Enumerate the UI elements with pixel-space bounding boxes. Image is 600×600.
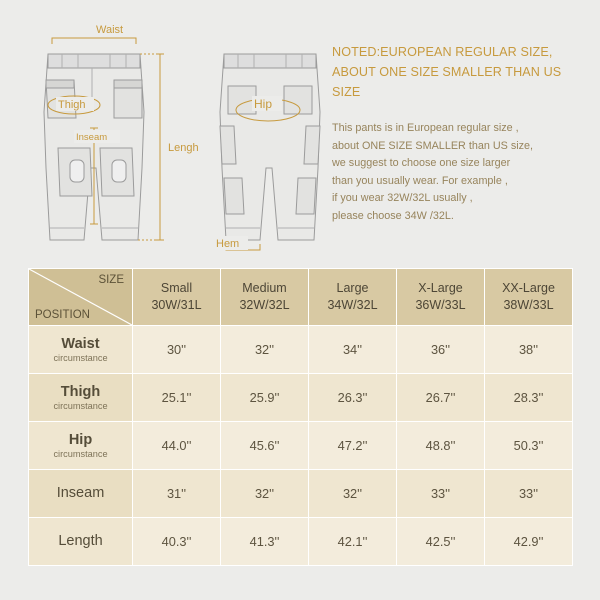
cell-inseam-xlarge: 33'' (397, 470, 485, 518)
note-line: This pants is in European regular size , (332, 122, 519, 134)
cell-length-xxlarge: 42.9'' (485, 518, 573, 566)
column-header-small (133, 269, 221, 326)
table-row (29, 422, 573, 470)
note-body (332, 120, 582, 225)
column-size-name: Small (160, 281, 193, 295)
cell-waist-medium: 32'' (221, 326, 309, 374)
row-label-thigh (29, 374, 133, 422)
cell-waist-xxlarge: 38'' (485, 326, 573, 374)
cell-length-small: 40.3'' (133, 518, 221, 566)
pants-diagram (18, 18, 328, 254)
cell-inseam-large: 32'' (309, 470, 397, 518)
cell-inseam-medium: 32'' (221, 470, 309, 518)
row-subtitle: circumstance (53, 352, 108, 363)
label-waist: Waist (96, 24, 124, 36)
row-name: Thigh (60, 383, 101, 400)
cell-hip-large: 47.2'' (309, 422, 397, 470)
note-line: if you wear 32W/32L usually , (332, 192, 473, 204)
column-header-medium (221, 269, 309, 326)
cell-length-large: 42.1'' (309, 518, 397, 566)
table-row (29, 326, 573, 374)
column-size-name: XX-Large (502, 281, 555, 295)
illustration-area (0, 0, 600, 268)
note-line: please choose 34W /32L. (332, 209, 454, 222)
corner-size-label: SIZE (98, 274, 124, 286)
column-size-waist: 32W/32L (239, 298, 290, 312)
note-title: NOTED:EUROPEAN REGULAR SIZE, ABOUT ONE SIZE SMALLER THAN US SIZE (332, 45, 562, 99)
cell-thigh-medium: 25.9'' (221, 374, 309, 422)
row-label-waist (29, 326, 133, 374)
row-name: Inseam (56, 485, 105, 501)
column-header-xxlarge (485, 269, 573, 326)
label-thigh: Thigh (58, 99, 86, 111)
cell-thigh-xlarge: 26.7'' (397, 374, 485, 422)
label-hip: Hip (254, 97, 273, 111)
cell-waist-xlarge: 36'' (397, 326, 485, 374)
note-line: about ONE SIZE SMALLER than US size, (332, 139, 534, 152)
column-size-waist: 34W/32L (327, 298, 378, 312)
row-subtitle: circumstance (53, 400, 108, 411)
row-label-inseam (29, 470, 133, 518)
row-subtitle: circumstance (53, 448, 108, 459)
column-size-name: X-Large (418, 281, 463, 295)
corner-position-label: POSITION (35, 309, 90, 321)
corner-cell (29, 269, 133, 326)
cell-thigh-large: 26.3'' (309, 374, 397, 422)
cell-thigh-small: 25.1'' (133, 374, 221, 422)
cell-inseam-small: 31'' (133, 470, 221, 518)
table-row (29, 470, 573, 518)
cell-hip-small: 44.0'' (133, 422, 221, 470)
row-label-hip (29, 422, 133, 470)
cell-waist-small: 30'' (133, 326, 221, 374)
row-label-length (29, 518, 133, 566)
cell-hip-xlarge: 48.8'' (397, 422, 485, 470)
label-hem: Hem (216, 238, 240, 250)
size-table-wrapper (28, 268, 572, 566)
label-inseam: Inseam (76, 132, 108, 143)
row-name: Waist (61, 335, 100, 352)
table-row (29, 518, 573, 566)
cell-thigh-xxlarge: 28.3'' (485, 374, 573, 422)
column-size-waist: 38W/33L (503, 298, 554, 312)
note-block (332, 42, 582, 225)
cell-hip-medium: 45.6'' (221, 422, 309, 470)
column-size-waist: 36W/33L (415, 298, 466, 312)
table-header-row (29, 269, 573, 326)
column-size-name: Large (336, 281, 369, 295)
column-header-large (309, 269, 397, 326)
cell-waist-large: 34'' (309, 326, 397, 374)
cell-length-xlarge: 42.5'' (397, 518, 485, 566)
table-row (29, 374, 573, 422)
size-chart-table (28, 268, 573, 566)
column-header-xlarge (397, 269, 485, 326)
note-line: than you usually wear. For example , (332, 174, 508, 187)
column-size-name: Medium (242, 281, 287, 295)
cell-inseam-xxlarge: 33'' (485, 470, 573, 518)
cell-hip-xxlarge: 50.3'' (485, 422, 573, 470)
column-size-waist: 30W/31L (151, 298, 202, 312)
row-name: Length (58, 533, 103, 549)
note-line: we suggest to choose one size larger (332, 157, 511, 169)
cell-length-medium: 41.3'' (221, 518, 309, 566)
row-name: Hip (68, 431, 93, 448)
label-length: Lengh (168, 142, 199, 154)
